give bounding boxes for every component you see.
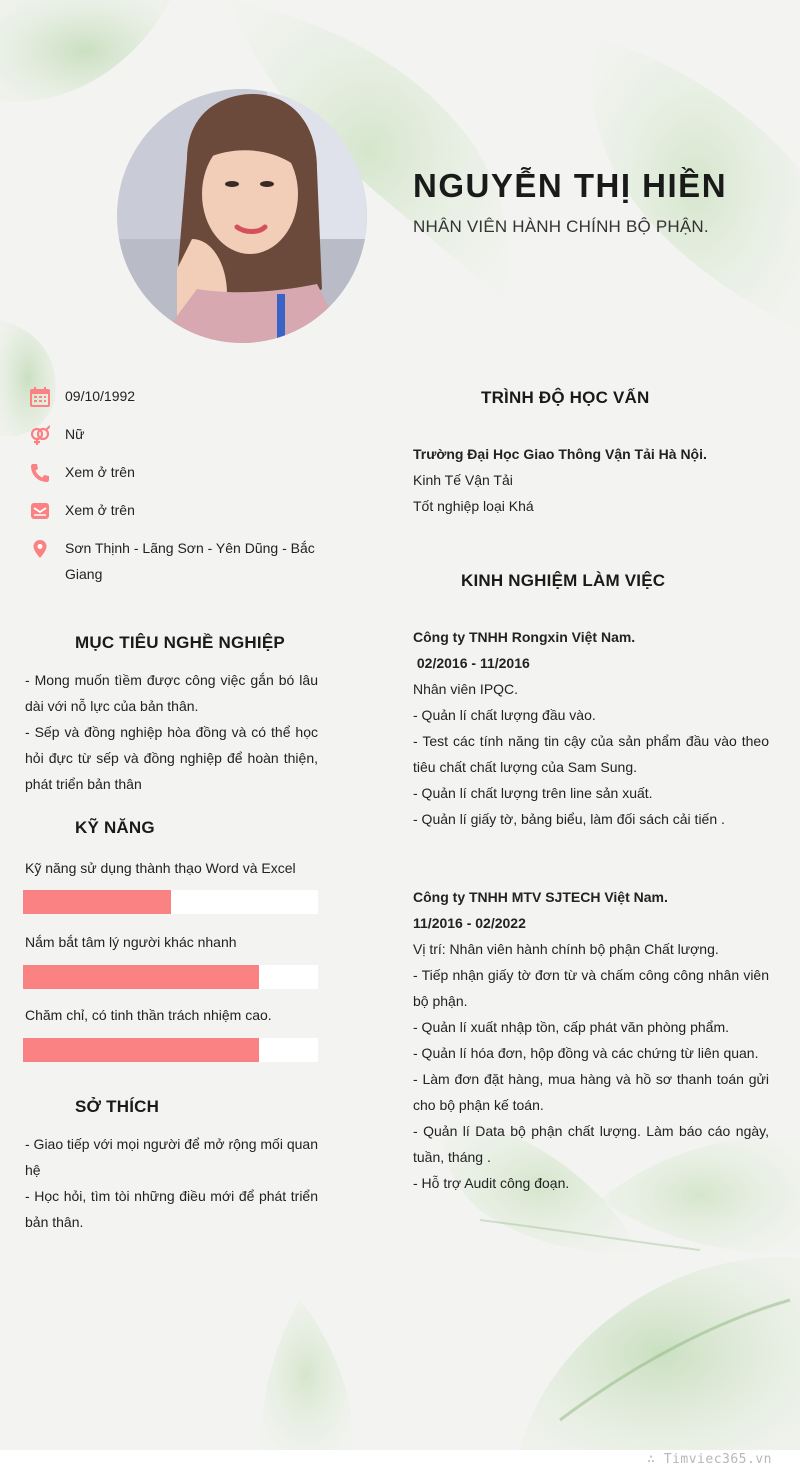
candidate-name: NGUYỄN THỊ HIỀN: [413, 167, 728, 204]
job-period: 11/2016 - 02/2022: [413, 915, 526, 931]
phone-icon: [30, 463, 50, 483]
skills-title: KỸ NĂNG: [75, 818, 155, 837]
job-duty: - Quản lí xuất nhập tồn, cấp phát văn phòng phẩm.: [413, 1019, 729, 1035]
education-details: [413, 441, 773, 519]
experience-title: KINH NGHIỆM LÀM VIỆC: [461, 571, 666, 590]
gender-icon: [30, 425, 50, 445]
hobby-line: - Học hỏi, tìm tòi những điều mới để phát triển bản thân.: [25, 1188, 318, 1230]
phone-text: Xem ở trên: [65, 464, 135, 480]
skill-label: Chăm chỉ, có tinh thần trách nhiệm cao.: [25, 1007, 272, 1023]
objective-line: - Mong muốn tìềm được công việc gắn bó lâu dài với nỗ lực của bản thân.: [25, 672, 318, 714]
skill-bar-fill: [23, 965, 259, 989]
skill-bar: [23, 965, 318, 989]
hobbies-text: [25, 1131, 318, 1235]
job-duty: - Quản lí giấy tờ, bảng biểu, làm đối sách cải tiến .: [413, 811, 725, 827]
job-entry: [413, 624, 769, 832]
gender-text: Nữ: [65, 426, 85, 442]
job-position: Vị trí: Nhân viên hành chính bộ phận Chất lượng.: [413, 941, 719, 957]
skill-bar: [23, 1038, 318, 1062]
skill-bar-fill: [23, 890, 171, 914]
education-grade: Tốt nghiệp loại Khá: [413, 498, 534, 514]
job-duty: - Tiếp nhận giấy tờ đơn từ và chấm công công nhân viên bộ phận.: [413, 967, 769, 1009]
job-duty: - Quản lí chất lượng trên line sản xuất.: [413, 785, 653, 801]
job-position: Nhân viên IPQC.: [413, 681, 519, 697]
email-icon: [30, 501, 50, 521]
skill-bar-fill: [23, 1038, 259, 1062]
job-period: 02/2016 - 11/2016: [413, 655, 530, 671]
job-company: Công ty TNHH MTV SJTECH Việt Nam.: [413, 889, 668, 905]
objective-line: - Sếp và đồng nghiệp hòa đồng và có thể học hỏi đực từ sếp và đồng nghiệp để hoàn thiện, phát triển bản thân: [25, 724, 318, 792]
hobbies-title: SỞ THÍCH: [75, 1097, 160, 1116]
profile-photo: [117, 89, 367, 343]
job-duty: - Test các tính năng tin cậy của sản phẩm đầu vào theo tiêu chất chất lượng của Sam Sung.: [413, 733, 769, 775]
job-duty: - Hỗ trợ Audit công đoạn.: [413, 1175, 570, 1191]
education-title: TRÌNH ĐỘ HỌC VẤN: [481, 388, 650, 407]
job-duty: - Làm đơn đặt hàng, mua hàng và hồ sơ thanh toán gửi cho bộ phận kế toán.: [413, 1071, 769, 1113]
objective-text: [25, 667, 318, 797]
school-name: Trường Đại Học Giao Thông Vận Tải Hà Nội.: [413, 446, 707, 462]
job-duty: - Quản lí hóa đơn, hộp đồng và các chứng từ liên quan.: [413, 1045, 759, 1061]
job-duty: - Quản lí chất lượng đầu vào.: [413, 707, 596, 723]
birthdate-text: 09/10/1992: [65, 388, 136, 404]
candidate-job-title: NHÂN VIÊN HÀNH CHÍNH BỘ PHẬN.: [413, 217, 709, 236]
hobby-line: - Giao tiếp với mọi người để mở rộng mối quan hệ: [25, 1136, 318, 1178]
education-major: Kinh Tế Vận Tải: [413, 472, 513, 488]
skill-label: Nắm bắt tâm lý người khác nhanh: [25, 934, 237, 950]
email-text: Xem ở trên: [65, 502, 135, 518]
job-company: Công ty TNHH Rongxin Việt Nam.: [413, 629, 636, 645]
calendar-icon: [30, 387, 50, 407]
site-watermark: ∴ Timviec365.vn: [647, 1452, 772, 1467]
objective-title: MỤC TIÊU NGHỀ NGHIỆP: [75, 633, 285, 652]
skill-bar: [23, 890, 318, 914]
job-duty: - Quản lí Data bộ phận chất lượng. Làm báo cáo ngày, tuần, tháng .: [413, 1123, 769, 1165]
skill-label: Kỹ năng sử dụng thành thạo Word và Excel: [25, 860, 296, 876]
job-entry: [413, 884, 769, 1196]
location-icon: [30, 539, 50, 559]
address-text: Sơn Thịnh - Lãng Sơn - Yên Dũng - Bắc Giang: [65, 540, 315, 582]
